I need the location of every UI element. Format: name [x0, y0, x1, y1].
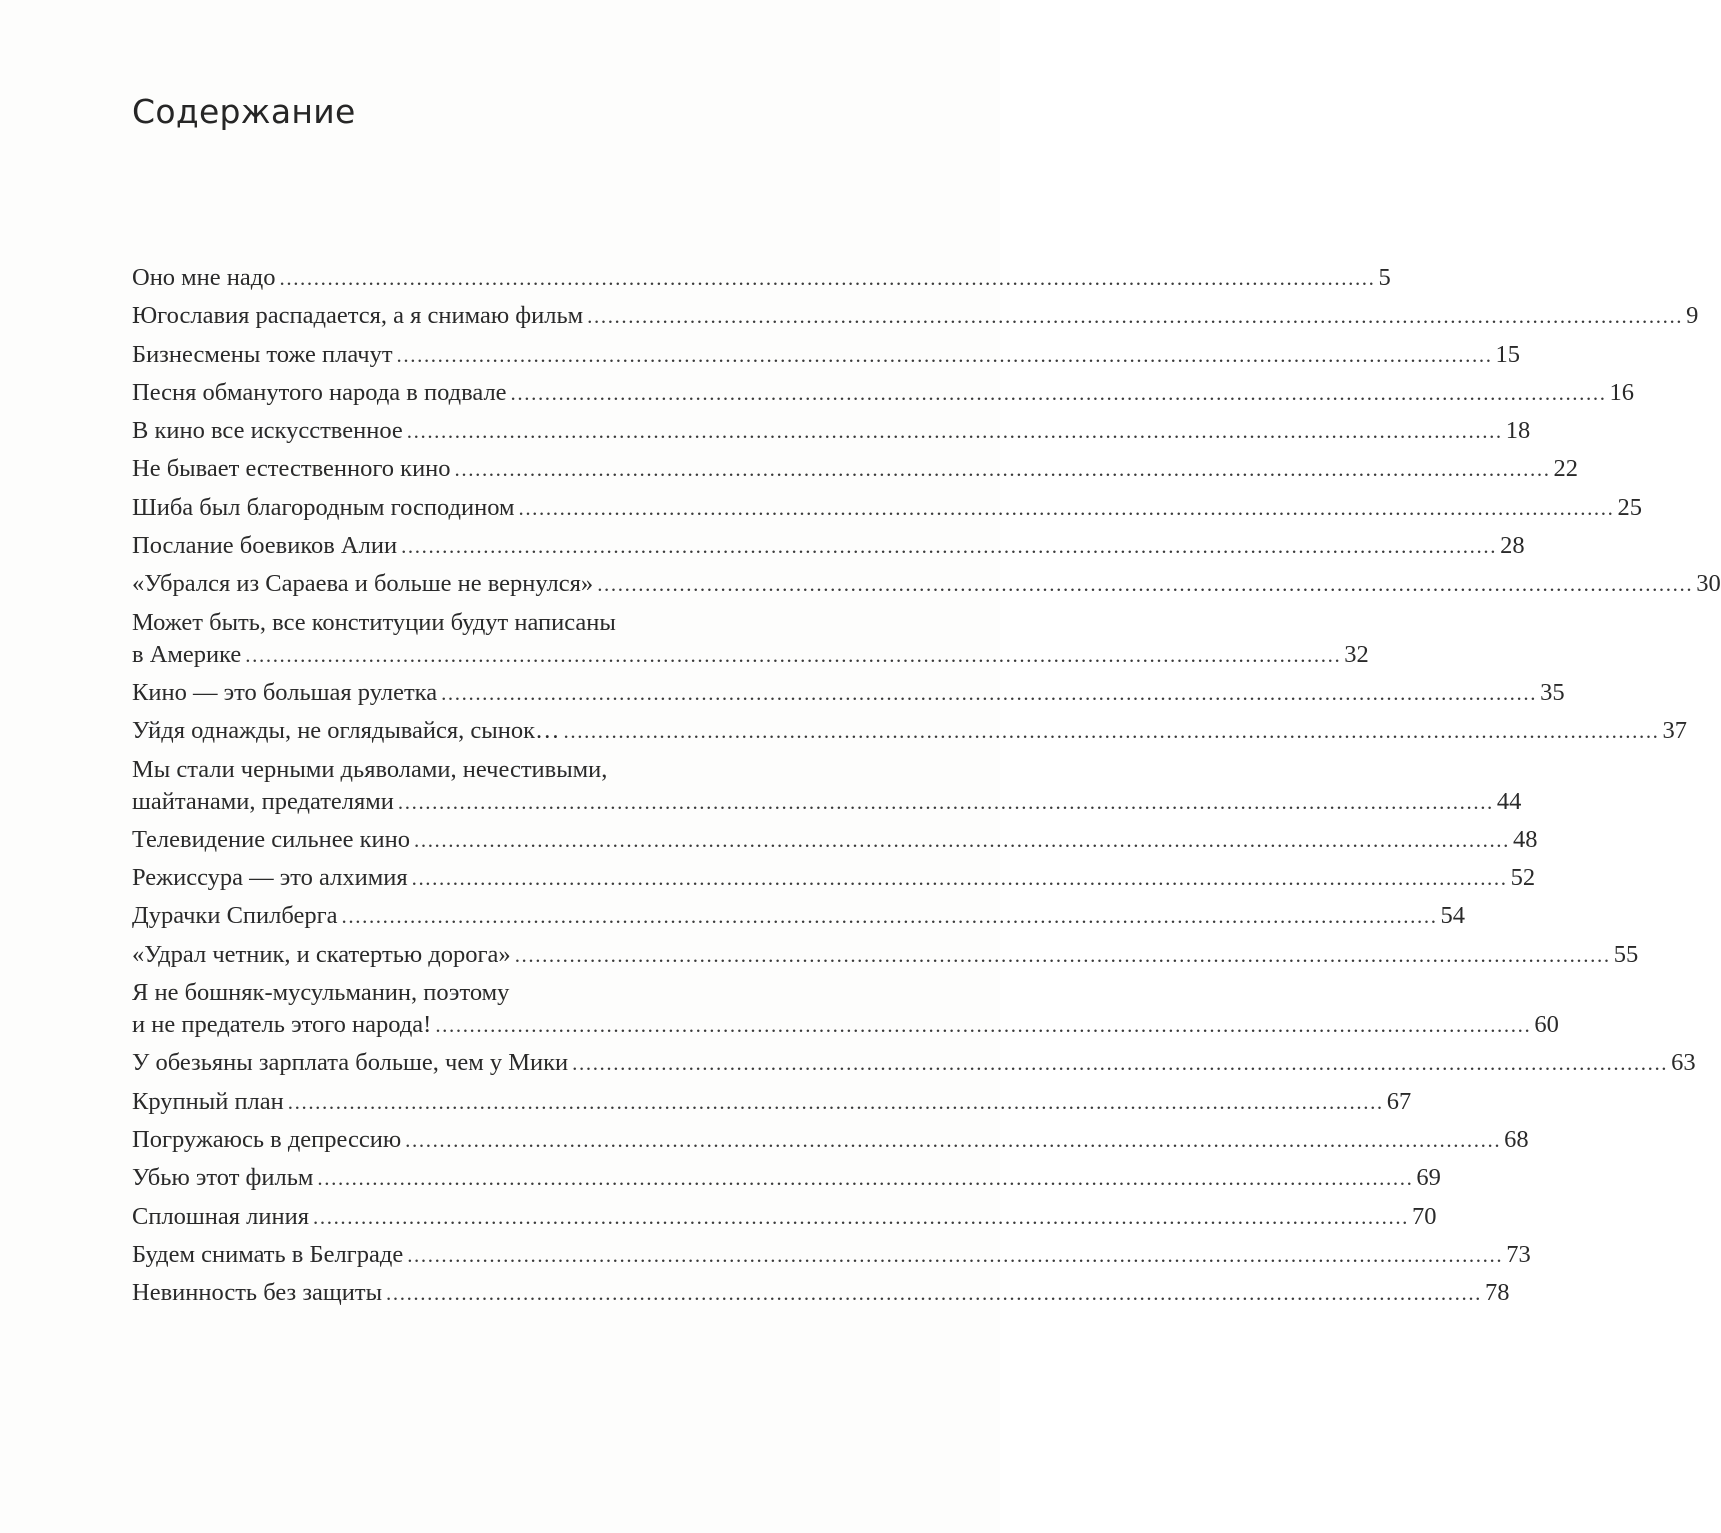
toc-entry[interactable] [132, 415, 1531, 447]
toc-page-number: 60 [1534, 1011, 1559, 1039]
toc-page-number: 32 [1344, 640, 1369, 668]
toc-entry-title: «Убрался из Сараева и больше не вернулся» [132, 570, 594, 598]
toc-entry-row [132, 1009, 1559, 1041]
toc-entry-row [132, 568, 1721, 600]
toc-entry-title: В кино все искусственное [132, 417, 403, 445]
dot-leader: ................................................................................................................................................................ [441, 680, 1538, 705]
toc-entry-title: шайтанами, предателями [132, 787, 394, 815]
toc-entry-title: Крупный план [132, 1087, 284, 1115]
dot-leader: ................................................................................................................................................................ [279, 266, 1376, 290]
page-title: Содержание [132, 92, 356, 131]
dot-leader: ................................................................................................................................................................ [401, 534, 1498, 559]
toc-entry-row [132, 639, 1369, 671]
toc-entry-title: Невинность без защиты [132, 1279, 383, 1307]
dot-leader: ................................................................................................................................................................ [435, 1013, 1532, 1038]
toc-entry[interactable] [132, 1047, 1696, 1079]
toc-entry-title-line: Может быть, все конституции будут написаны [132, 608, 616, 636]
dot-leader: ................................................................................................................................................................ [414, 827, 1510, 852]
toc-entry-row [132, 786, 1522, 818]
toc-entry-title: У обезьяны зарплата больше, чем у Мики [132, 1049, 569, 1077]
dot-leader: ................................................................................................................................................................ [386, 1281, 1483, 1306]
dot-leader: ................................................................................................................................................................ [397, 789, 1494, 814]
toc-entry-title: Будем снимать в Белграде [132, 1240, 404, 1268]
toc-entry-row [132, 1201, 1437, 1233]
toc-page-number: 15 [1495, 340, 1521, 368]
dot-leader: ................................................................................................................................................................ [245, 642, 1342, 667]
toc-entry-row [132, 1047, 1696, 1079]
toc-entry[interactable] [132, 900, 1466, 932]
toc-page-number: 73 [1506, 1240, 1531, 1268]
toc-entry[interactable] [132, 824, 1538, 856]
toc-entry[interactable] [132, 300, 1699, 332]
toc-entry-row [132, 862, 1536, 894]
toc-entry-row [132, 1162, 1441, 1194]
toc-entry-row [132, 900, 1466, 932]
toc-entry[interactable] [132, 453, 1579, 485]
dot-leader: ................................................................................................................................................................ [411, 866, 1508, 891]
dot-leader: ................................................................................................................................................................ [518, 495, 1615, 520]
toc-entry-title: Погружаюсь в депрессию [132, 1125, 402, 1153]
toc-entry[interactable] [132, 262, 1391, 294]
table-of-contents [132, 262, 1721, 1315]
toc-page-number: 9 [1686, 302, 1699, 330]
dot-leader: ................................................................................................................................................................ [597, 572, 1694, 597]
toc-entry[interactable] [132, 862, 1536, 894]
toc-page-number: 30 [1696, 570, 1721, 598]
toc-entry-title: Песня обманутого народа в подвале [132, 378, 507, 406]
toc-entry-row [132, 300, 1699, 332]
toc-entry[interactable] [132, 530, 1525, 562]
toc-entry[interactable] [132, 1124, 1529, 1156]
toc-entry-title: Послание боевиков Алии [132, 532, 398, 560]
dot-leader: ................................................................................................................................................................ [454, 457, 1551, 482]
toc-entry-row [132, 453, 1579, 485]
toc-entry-title: Режиссура — это алхимия [132, 864, 408, 892]
dot-leader: ................................................................................................................................................................ [405, 1127, 1502, 1152]
toc-entry-row [132, 1086, 1412, 1118]
toc-entry[interactable] [132, 1201, 1437, 1233]
toc-entry[interactable] [132, 1162, 1441, 1194]
toc-entry-title-line: Я не бошняк-мусульманин, поэтому [132, 979, 510, 1007]
dot-leader: ................................................................................................................................................................ [406, 419, 1503, 444]
toc-entry[interactable] [132, 492, 1642, 524]
toc-entry-title: Дурачки Спилберга [132, 902, 338, 930]
dot-leader: ................................................................................................................................................................ [587, 304, 1684, 329]
toc-page-number: 78 [1485, 1279, 1510, 1307]
dot-leader: ................................................................................................................................................................ [341, 904, 1438, 929]
toc-entry-row [132, 530, 1525, 562]
toc-page-number: 44 [1496, 787, 1522, 815]
dot-leader: ................................................................................................................................................................ [407, 1242, 1504, 1267]
toc-page-number: 54 [1440, 902, 1466, 930]
toc-page-number: 5 [1378, 264, 1391, 291]
toc-entry-row [132, 339, 1521, 371]
toc-entry-title-line: Мы стали черными дьяволами, нечестивыми, [132, 755, 608, 783]
toc-page-number: 55 [1613, 940, 1639, 968]
toc-entry-title: Убью этот фильм [132, 1164, 314, 1192]
toc-entry[interactable] [132, 977, 1559, 1041]
toc-entry-title: «Удрал четник, и скатертью дорога» [132, 940, 511, 968]
toc-entry-row [132, 377, 1635, 409]
toc-entry[interactable] [132, 677, 1565, 709]
toc-entry[interactable] [132, 1239, 1531, 1271]
toc-entry-title: Бизнесмены тоже плачут [132, 340, 393, 368]
toc-entry-title: Уйдя однажды, не оглядывайся, сынок… [132, 717, 560, 745]
toc-entry-row [132, 415, 1531, 447]
toc-page-number: 37 [1662, 717, 1688, 745]
toc-page-number: 63 [1671, 1049, 1696, 1077]
dot-leader: ................................................................................................................................................................ [287, 1089, 1384, 1114]
toc-entry[interactable] [132, 715, 1688, 747]
dot-leader: ................................................................................................................................................................ [563, 719, 1660, 744]
toc-entry-title: Кино — это большая рулетка [132, 678, 438, 706]
toc-page-number: 18 [1505, 417, 1531, 445]
toc-entry-row [132, 824, 1538, 856]
toc-entry-row [132, 1239, 1531, 1271]
toc-page-number: 28 [1500, 532, 1525, 560]
toc-entry[interactable] [132, 377, 1635, 409]
toc-page-number: 25 [1617, 493, 1642, 521]
toc-entry[interactable] [132, 939, 1639, 971]
dot-leader: ................................................................................................................................................................ [313, 1204, 1410, 1229]
toc-entry-title: Шиба был благородным господином [132, 493, 515, 521]
toc-entry-title: Не бывает естественного кино [132, 455, 451, 483]
toc-page-number: 35 [1540, 678, 1565, 706]
toc-page-number: 16 [1609, 378, 1635, 406]
toc-page-number: 22 [1553, 455, 1579, 483]
toc-entry[interactable] [132, 339, 1521, 371]
toc-entry[interactable] [132, 1086, 1412, 1118]
dot-leader: ................................................................................................................................................................ [317, 1166, 1414, 1191]
toc-entry-row [132, 1277, 1510, 1309]
dot-leader: ................................................................................................................................................................ [396, 342, 1493, 367]
toc-entry-row [132, 1124, 1529, 1156]
dot-leader: ................................................................................................................................................................ [572, 1051, 1669, 1076]
toc-entry-title: Югославия распадается, а я снимаю фильм [132, 302, 584, 330]
toc-entry[interactable] [132, 607, 1369, 671]
toc-entry[interactable] [132, 754, 1522, 818]
toc-entry-title: Сплошная линия [132, 1202, 310, 1230]
dot-leader: ................................................................................................................................................................ [510, 380, 1607, 405]
toc-entry[interactable] [132, 1277, 1510, 1309]
toc-entry-title: и не предатель этого народа! [132, 1011, 432, 1039]
toc-entry-row [132, 939, 1639, 971]
toc-entry-row [132, 262, 1391, 294]
toc-page-number: 70 [1412, 1202, 1437, 1230]
toc-entry[interactable] [132, 568, 1721, 600]
toc-page-number: 48 [1513, 825, 1538, 853]
toc-entry-row [132, 677, 1565, 709]
toc-entry-title: в Америке [132, 640, 242, 668]
toc-entry-row [132, 715, 1688, 747]
toc-page-number: 52 [1510, 864, 1536, 892]
toc-page-number: 69 [1416, 1164, 1441, 1192]
toc-entry-title: Телевидение сильнее кино [132, 825, 410, 853]
toc-entry-title: Оно мне надо [132, 264, 276, 291]
toc-entry-row [132, 492, 1642, 524]
toc-page-number: 67 [1386, 1087, 1412, 1115]
toc-page-number: 68 [1504, 1125, 1529, 1153]
dot-leader: ................................................................................................................................................................ [514, 942, 1611, 967]
